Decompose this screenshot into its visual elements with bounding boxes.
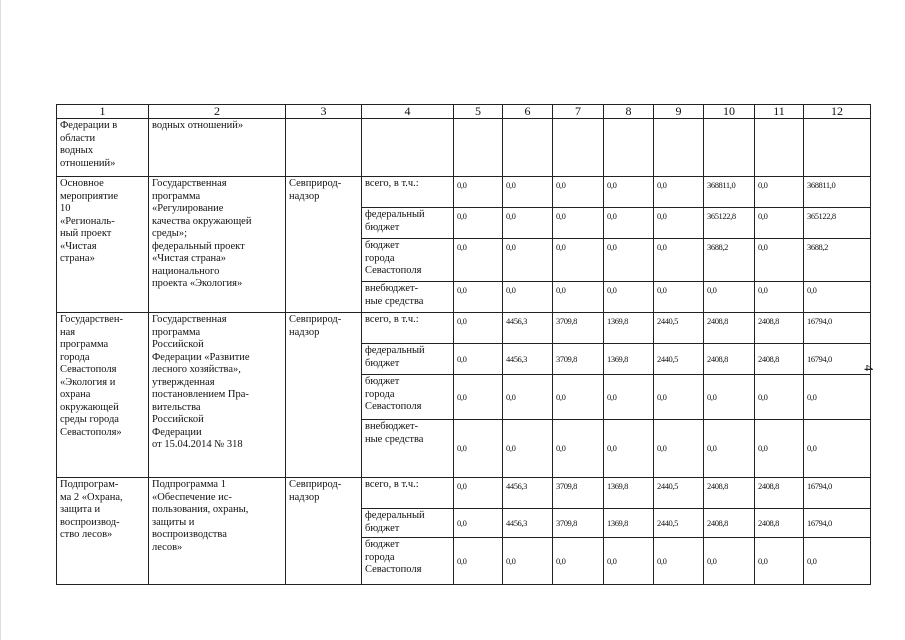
value-cell: 3688,2 bbox=[704, 239, 755, 282]
value-cell: 2440,5 bbox=[654, 344, 704, 375]
value-cell: 16794,0 bbox=[804, 509, 871, 538]
value-cell: 4456,3 bbox=[503, 478, 553, 509]
value-cell: 2408,8 bbox=[755, 509, 804, 538]
funding-source-cell: федеральный бюджет bbox=[362, 208, 454, 239]
value-cell: 3709,8 bbox=[553, 509, 604, 538]
value-cell: 0,0 bbox=[654, 239, 704, 282]
value-cell: 0,0 bbox=[755, 420, 804, 478]
value-cell: 0,0 bbox=[755, 239, 804, 282]
program-name-cell: Государственная программа Российской Федерации «Развитие лесного хозяйства», утвержденная постановлением Пра- вительства Российской Федерации от 15.04.2014 № 318 bbox=[149, 313, 286, 478]
value-cell: 0,0 bbox=[804, 420, 871, 478]
value-cell: 2408,8 bbox=[704, 478, 755, 509]
value-cell: 0,0 bbox=[503, 239, 553, 282]
value-cell: 1369,8 bbox=[604, 478, 654, 509]
value-cell: 0,0 bbox=[804, 282, 871, 313]
value-cell: 1369,8 bbox=[604, 509, 654, 538]
value-cell: 368811,0 bbox=[804, 177, 871, 208]
value-cell: 0,0 bbox=[604, 208, 654, 239]
value-cell: 3688,2 bbox=[804, 239, 871, 282]
value-cell: 16794,0 bbox=[804, 478, 871, 509]
value-cell: 2440,5 bbox=[654, 478, 704, 509]
funding-source-cell: федеральный бюджет bbox=[362, 344, 454, 375]
funding-source-cell: всего, в т.ч.: bbox=[362, 177, 454, 208]
page-number: 4 bbox=[861, 364, 877, 372]
value-cell bbox=[553, 119, 604, 177]
value-cell: 0,0 bbox=[804, 375, 871, 420]
value-cell: 0,0 bbox=[454, 509, 503, 538]
value-cell: 0,0 bbox=[553, 538, 604, 585]
value-cell bbox=[654, 119, 704, 177]
value-cell: 2440,5 bbox=[654, 509, 704, 538]
value-cell: 0,0 bbox=[553, 239, 604, 282]
value-cell: 0,0 bbox=[604, 420, 654, 478]
value-cell: 4456,3 bbox=[503, 509, 553, 538]
value-cell: 0,0 bbox=[503, 282, 553, 313]
activity-name-cell: Подпрограм- ма 2 «Охрана, защита и воспроизвод- ство лесов» bbox=[57, 478, 149, 585]
value-cell: 0,0 bbox=[704, 420, 755, 478]
value-cell: 0,0 bbox=[755, 375, 804, 420]
value-cell: 4456,3 bbox=[503, 344, 553, 375]
header-cell: 1 bbox=[57, 105, 149, 119]
activity-name-cell: Федерации в области водных отношений» bbox=[57, 119, 149, 177]
value-cell: 2408,8 bbox=[704, 344, 755, 375]
table-body bbox=[57, 105, 871, 585]
executor-cell: Севприрод- надзор bbox=[286, 177, 362, 313]
header-cell: 9 bbox=[654, 105, 704, 119]
value-cell: 0,0 bbox=[604, 538, 654, 585]
value-cell: 2408,8 bbox=[755, 313, 804, 344]
value-cell: 0,0 bbox=[654, 375, 704, 420]
value-cell bbox=[503, 119, 553, 177]
value-cell: 0,0 bbox=[454, 282, 503, 313]
header-cell: 3 bbox=[286, 105, 362, 119]
funding-source-cell: всего, в т.ч.: bbox=[362, 313, 454, 344]
value-cell: 0,0 bbox=[454, 344, 503, 375]
value-cell: 0,0 bbox=[503, 375, 553, 420]
activity-name-cell: Государствен- ная программа города Севастополя «Экология и охрана окружающей среды города Севастополя» bbox=[57, 313, 149, 478]
value-cell: 0,0 bbox=[503, 420, 553, 478]
program-name-cell: Подпрограмма 1 «Обеспечение ис- пользования, охраны, защиты и воспроизводства лесов» bbox=[149, 478, 286, 585]
value-cell: 0,0 bbox=[755, 282, 804, 313]
value-cell: 2408,8 bbox=[704, 509, 755, 538]
funding-source-cell: бюджет города Севастополя bbox=[362, 538, 454, 585]
funding-source-cell: внебюджет- ные средства bbox=[362, 282, 454, 313]
value-cell bbox=[704, 119, 755, 177]
header-cell: 8 bbox=[604, 105, 654, 119]
value-cell: 16794,0 bbox=[804, 313, 871, 344]
value-cell: 0,0 bbox=[654, 538, 704, 585]
executor-cell bbox=[286, 119, 362, 177]
value-cell: 0,0 bbox=[553, 420, 604, 478]
funding-source-cell: бюджет города Севастополя bbox=[362, 239, 454, 282]
funding-source-cell: бюджет города Севастополя bbox=[362, 375, 454, 420]
executor-cell: Севприрод- надзор bbox=[286, 478, 362, 585]
value-cell: 2408,8 bbox=[755, 478, 804, 509]
value-cell bbox=[454, 119, 503, 177]
value-cell: 16794,0 bbox=[804, 344, 871, 375]
value-cell: 0,0 bbox=[755, 538, 804, 585]
value-cell: 3709,8 bbox=[553, 313, 604, 344]
value-cell: 0,0 bbox=[454, 208, 503, 239]
value-cell: 0,0 bbox=[604, 282, 654, 313]
value-cell: 1369,8 bbox=[604, 344, 654, 375]
budget-table bbox=[56, 104, 871, 585]
value-cell: 2408,8 bbox=[755, 344, 804, 375]
value-cell: 0,0 bbox=[503, 208, 553, 239]
value-cell: 0,0 bbox=[553, 208, 604, 239]
value-cell: 3709,8 bbox=[553, 478, 604, 509]
value-cell: 0,0 bbox=[604, 177, 654, 208]
value-cell: 0,0 bbox=[553, 282, 604, 313]
value-cell bbox=[804, 119, 871, 177]
value-cell: 0,0 bbox=[454, 478, 503, 509]
value-cell: 0,0 bbox=[755, 177, 804, 208]
program-name-cell: Государственная программа «Регулирование качества окружающей среды»; федеральный проект «Чистая страна» национального проекта «Экология» bbox=[149, 177, 286, 313]
value-cell bbox=[755, 119, 804, 177]
value-cell: 0,0 bbox=[454, 375, 503, 420]
value-cell: 0,0 bbox=[604, 375, 654, 420]
value-cell: 0,0 bbox=[553, 177, 604, 208]
funding-source-cell: всего, в т.ч.: bbox=[362, 478, 454, 509]
value-cell: 0,0 bbox=[654, 282, 704, 313]
value-cell: 0,0 bbox=[503, 177, 553, 208]
header-cell: 7 bbox=[553, 105, 604, 119]
value-cell: 0,0 bbox=[553, 375, 604, 420]
header-cell: 12 bbox=[804, 105, 871, 119]
value-cell: 0,0 bbox=[704, 375, 755, 420]
activity-name-cell: Основное мероприятие 10 «Региональ- ный проект «Чистая страна» bbox=[57, 177, 149, 313]
program-name-cell: водных отношений» bbox=[149, 119, 286, 177]
value-cell: 2440,5 bbox=[654, 313, 704, 344]
funding-source-cell bbox=[362, 119, 454, 177]
value-cell: 0,0 bbox=[654, 177, 704, 208]
value-cell: 0,0 bbox=[454, 420, 503, 478]
header-row bbox=[57, 105, 871, 119]
header-cell: 6 bbox=[503, 105, 553, 119]
value-cell: 368811,0 bbox=[704, 177, 755, 208]
value-cell: 0,0 bbox=[704, 538, 755, 585]
value-cell: 0,0 bbox=[503, 538, 553, 585]
scan-edge bbox=[0, 0, 1, 640]
funding-source-cell: внебюджет- ные средства bbox=[362, 420, 454, 478]
value-cell: 0,0 bbox=[704, 282, 755, 313]
executor-cell: Севприрод- надзор bbox=[286, 313, 362, 478]
value-cell: 1369,8 bbox=[604, 313, 654, 344]
value-cell: 365122,8 bbox=[804, 208, 871, 239]
value-cell: 0,0 bbox=[654, 420, 704, 478]
header-cell: 11 bbox=[755, 105, 804, 119]
value-cell: 3709,8 bbox=[553, 344, 604, 375]
header-cell: 4 bbox=[362, 105, 454, 119]
value-cell: 0,0 bbox=[454, 177, 503, 208]
funding-source-cell: федеральный бюджет bbox=[362, 509, 454, 538]
table-row bbox=[57, 177, 871, 208]
table-row bbox=[57, 119, 871, 177]
table-row bbox=[57, 313, 871, 344]
value-cell: 0,0 bbox=[755, 208, 804, 239]
value-cell: 0,0 bbox=[804, 538, 871, 585]
value-cell: 0,0 bbox=[654, 208, 704, 239]
value-cell bbox=[604, 119, 654, 177]
table-row bbox=[57, 478, 871, 509]
value-cell: 0,0 bbox=[454, 313, 503, 344]
header-cell: 10 bbox=[704, 105, 755, 119]
value-cell: 0,0 bbox=[454, 538, 503, 585]
value-cell: 0,0 bbox=[454, 239, 503, 282]
header-cell: 2 bbox=[149, 105, 286, 119]
value-cell: 2408,8 bbox=[704, 313, 755, 344]
header-cell: 5 bbox=[454, 105, 503, 119]
value-cell: 0,0 bbox=[604, 239, 654, 282]
value-cell: 365122,8 bbox=[704, 208, 755, 239]
value-cell: 4456,3 bbox=[503, 313, 553, 344]
